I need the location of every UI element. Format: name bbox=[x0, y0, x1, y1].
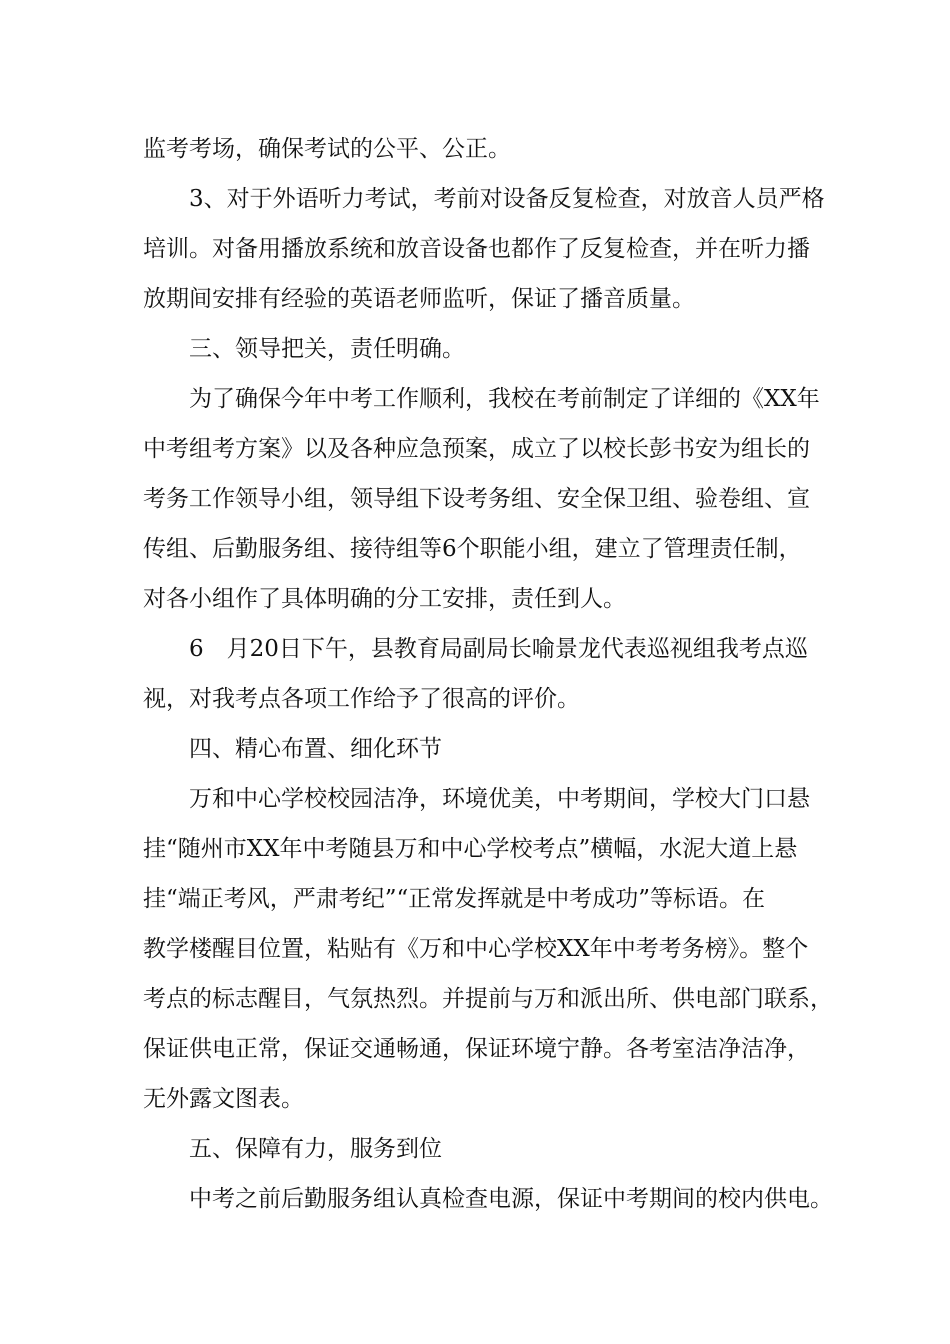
text-line: 放期间安排有经验的英语老师监听，保证了播音质量。 bbox=[143, 286, 695, 312]
text-line: 挂“端正考风，严肃考纪”“正常发挥就是中考成功”等标语。在 bbox=[143, 886, 766, 912]
text-line: 培训。对备用播放系统和放音设备也都作了反复检查，并在听力播 bbox=[143, 236, 810, 262]
text-line: 无外露文图表。 bbox=[143, 1086, 304, 1112]
text-line: 为了确保今年中考工作顺利，我校在考前制定了详细的《XX年 bbox=[189, 386, 820, 412]
text-line: 挂“随州市XX年中考随县万和中心学校考点”横幅，水泥大道上悬 bbox=[143, 836, 798, 862]
text-line: 万和中心学校校园洁净，环境优美，中考期间，学校大门口悬 bbox=[189, 786, 810, 812]
text-line: 6 月20日下午，县教育局副局长喻景龙代表巡视组我考点巡 bbox=[189, 636, 808, 662]
text-line: 中考之前后勤服务组认真检查电源，保证中考期间的校内供电。 bbox=[189, 1186, 833, 1212]
text-line: 保证供电正常，保证交通畅通，保证环境宁静。各考室洁净洁净， bbox=[143, 1036, 810, 1062]
text-line: 中考组考方案》以及各种应急预案，成立了以校长彭书安为组长的 bbox=[143, 436, 810, 462]
text-line: 3、对于外语听力考试，考前对设备反复检查，对放音人员严格 bbox=[189, 186, 825, 212]
text-line: 四、精心布置、细化环节 bbox=[189, 736, 442, 762]
text-line: 教学楼醒目位置，粘贴有《万和中心学校XX年中考考务榜》。整个 bbox=[143, 936, 809, 962]
text-line: 三、领导把关，责任明确。 bbox=[189, 336, 465, 362]
text-line: 对各小组作了具体明确的分工安排，责任到人。 bbox=[143, 586, 626, 612]
text-line: 传组、后勤服务组、接待组等6个职能小组，建立了管理责任制， bbox=[143, 536, 802, 562]
text-line: 监考考场，确保考试的公平、公正。 bbox=[143, 136, 511, 162]
text-line: 五、保障有力，服务到位 bbox=[189, 1136, 442, 1162]
text-line: 考务工作领导小组，领导组下设考务组、安全保卫组、验卷组、宣 bbox=[143, 486, 810, 512]
text-line: 视，对我考点各项工作给予了很高的评价。 bbox=[143, 686, 580, 712]
text-line: 考点的标志醒目，气氛热烈。并提前与万和派出所、供电部门联系， bbox=[143, 986, 833, 1012]
